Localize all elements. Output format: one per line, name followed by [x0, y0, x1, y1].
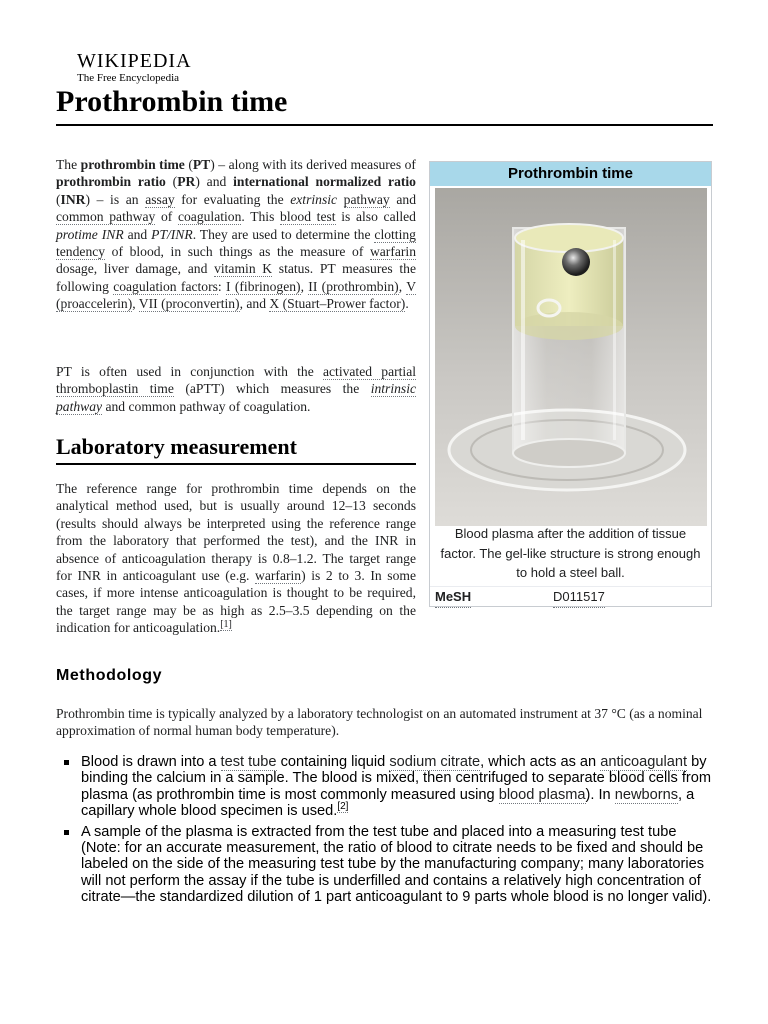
link-activated-partial-thromboplastin-time[interactable]: activated partial thromboplastin time — [56, 364, 417, 397]
mesh-label-link[interactable]: MeSH — [435, 587, 471, 608]
title-divider — [56, 124, 713, 126]
bold-term: PR — [177, 174, 196, 190]
mesh-value-link[interactable]: D011517 — [553, 587, 605, 608]
link-warfarin[interactable]: warfarin — [369, 244, 416, 260]
bold-term: prothrombin time — [80, 157, 185, 172]
link-anticoagulant[interactable]: anticoagulant — [600, 754, 688, 770]
link-assay[interactable]: assay — [145, 191, 175, 207]
link-blood-test[interactable]: blood test — [280, 209, 336, 225]
list-item — [62, 824, 718, 906]
link-coagulation[interactable]: coagulation — [177, 209, 242, 225]
infobox-title: Prothrombin time — [430, 162, 711, 186]
link-vii-proconvertin[interactable]: VII (proconvertin) — [138, 296, 240, 312]
link-ii-prothrombin[interactable]: II (prothrombin) — [308, 278, 399, 294]
methodology-list — [62, 754, 718, 910]
citation-1[interactable]: [1] — [220, 618, 232, 630]
link-i-fibrinogen[interactable]: I (fibrinogen) — [226, 278, 301, 294]
link-test-tube[interactable]: test tube — [220, 754, 277, 770]
methodology-paragraph: Prothrombin time is typically analyzed by a laboratory technologist on an automated instrument at 37 °C (as a nominal approximation of normal human body temperature). — [56, 706, 703, 738]
link-v-proaccelerin[interactable]: V (proaccelerin) — [56, 278, 417, 312]
italic-term: extrinsic — [290, 191, 338, 207]
link-warfarin[interactable]: warfarin — [255, 568, 302, 584]
bold-term: prothrombin ratio — [56, 174, 166, 190]
bullet-marker — [64, 760, 69, 765]
link-intrinsic-pathway[interactable]: intrinsic pathway — [56, 381, 417, 414]
aptt-paragraph: PT is often used in conjunction with the activated partial thromboplastin time (aPTT) which measures the intrinsic pathway and common pathway of coagulation. — [56, 364, 417, 414]
section-heading-methodology: Methodology — [56, 667, 163, 684]
page-title: Prothrombin time — [56, 85, 288, 118]
link-clotting-tendency[interactable]: clotting tendency — [56, 226, 416, 260]
list-item — [62, 754, 718, 820]
intro-paragraph: The prothrombin time (PT) – along with its derived measures of prothrombin ratio (PR) and international normalized ratio (INR) – is an assay for evaluating the extrinsic pathway and common pathway of coagulation. This blood test is also called protime INR and PT/INR. They are used to determine the clotting tendency of blood, in such things as the measure of warfarin dosage, liver damage, and vitamin K status. PT measures the following coagulation factors: I (fibrinogen), II (prothrombin), V (proaccelerin), VII (proconvertin), and X (Stuart–Prower factor). — [56, 157, 417, 312]
list-item-text: Blood is drawn into a test tube containing liquid sodium citrate, which acts as an anticoagulant by binding the calcium in a sample. The blood is mixed, then centrifuged to separate blood cells from plasma (as prothrombin time is most commonly measured using blood plasma). In newborns, a capillary whole blood specimen is used.[2] — [81, 754, 712, 820]
section-divider — [56, 463, 416, 465]
bullet-marker — [64, 830, 69, 835]
infobox — [429, 161, 712, 607]
citation-2[interactable]: [2] — [337, 801, 349, 813]
link-common-pathway[interactable]: common pathway — [56, 209, 156, 225]
bold-term: PT — [192, 157, 211, 172]
reference-range-paragraph: The reference range for prothrombin time depends on the analytical method used, but is usually around 12–13 seconds (results should always be interpreted using the reference range from the laboratory that performed the test), and the INR in absence of anticoagulation therapy is 0.8–1.2. The target range for INR in anticoagulant use (e.g. warfarin) is 2 to 3. In some cases, if more intense anticoagulation is thought to be required, the target range may be as high as 2.5–3.5 depending on the indication for anticoagulation.[1] — [56, 481, 416, 636]
italic-term: PT/INR — [151, 226, 193, 242]
link-coagulation-factors[interactable]: coagulation factors — [113, 278, 218, 294]
bold-term: INR — [60, 191, 86, 207]
link-x-stuart-prower-factor[interactable]: X (Stuart–Prower factor) — [269, 296, 406, 312]
list-item-text: A sample of the plasma is extracted from the test tube and placed into a measuring test tube (Note: for an accurate measurement, the ratio of blood to citrate needs to be fixed and should be labeled on the side of the measuring test tube by the manufacturing company; many laboratories will not perform the assay if the tube is underfilled and contains a relatively high concentration of citrate—the standardized dilution of 1 part anticoagulant to 9 parts whole blood is no longer valid). — [81, 823, 712, 906]
blood-plasma-tube-photo[interactable] — [435, 188, 707, 526]
wikipedia-wordmark: WIKIPEDIA — [77, 50, 192, 72]
wikipedia-tagline: The Free Encyclopedia — [77, 72, 180, 84]
link-blood-plasma[interactable]: blood plasma — [498, 786, 586, 803]
infobox-caption: Blood plasma after the addition of tissue factor. The gel-like structure is strong enough to hold a steel ball. — [440, 526, 701, 580]
bold-term: international normalized ratio — [233, 174, 416, 190]
wikipedia-logo[interactable] — [77, 50, 192, 84]
link-vitamin-k[interactable]: vitamin K — [214, 261, 273, 277]
infobox-mesh-row — [430, 586, 711, 607]
italic-term: protime INR — [56, 226, 124, 242]
section-heading-laboratory-measurement: Laboratory measurement — [56, 434, 297, 459]
link-pathway[interactable]: pathway — [343, 191, 390, 207]
link-sodium-citrate[interactable]: sodium citrate — [389, 754, 481, 770]
link-newborns[interactable]: newborns — [614, 786, 678, 803]
